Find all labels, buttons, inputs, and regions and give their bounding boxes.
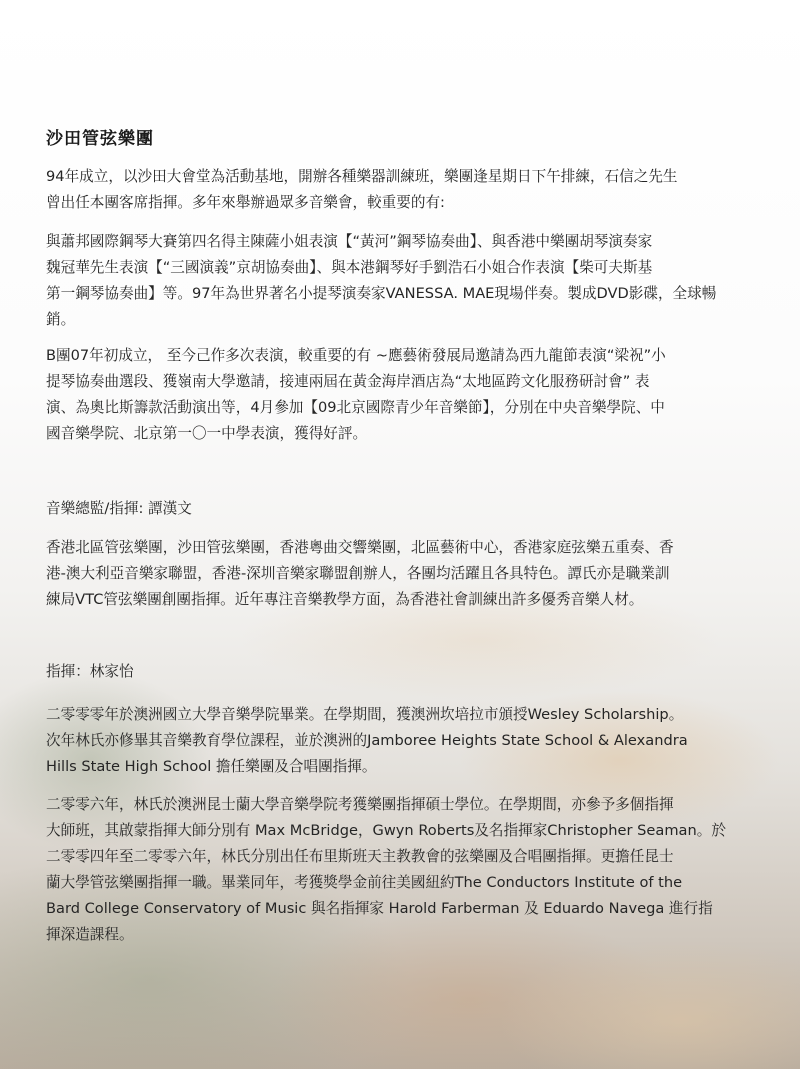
- text-line: Hills State High School 擔任樂團及合唱團指揮。: [46, 758, 377, 775]
- director-bio-paragraph: [46, 535, 752, 613]
- text-line: 94年成立，以沙田大會堂為活動基地，開辦各種樂器訓練班，樂團逢星期日下午排練，石信之先生: [46, 168, 678, 185]
- text-line: 國音樂學院、北京第一〇一中學表演，獲得好評。: [46, 425, 368, 442]
- text-line: Bard College Conservatory of Music 與名指揮家 Harold Farberman 及 Eduardo Navega 進行指: [46, 900, 713, 917]
- orchestra-concerts-paragraph: [46, 229, 752, 333]
- b-team-paragraph: [46, 343, 752, 447]
- director-heading: 音樂總監/指揮: 譚漢文: [46, 500, 192, 517]
- text-line: 曾出任本團客席指揮。多年來舉辦過眾多音樂會，較重要的有:: [46, 194, 445, 211]
- text-line: 第一鋼琴協奏曲】等。97年為世界著名小提琴演奏家VANESSA. MAE現場伴奏。製成DVD影碟，全球暢: [46, 285, 717, 302]
- text-line: 魏冠華先生表演【“三國演義”京胡協奏曲】、與本港鋼琴好手劉浩石小姐合作表演【柴可夫斯基: [46, 259, 653, 276]
- text-line: 與蕭邦國際鋼琴大賽第四名得主陳薩小姐表演【“黃河”鋼琴協奏曲】、與香港中樂團胡琴演奏家: [46, 233, 653, 250]
- text-line: 大師班，其啟蒙指揮大師分別有 Max McBridge，Gwyn Roberts及名指揮家Christopher Seaman。於: [46, 822, 726, 839]
- text-line: 練局VTC管弦樂團創團指揮。近年專注音樂教學方面，為香港社會訓練出許多優秀音樂人材。: [46, 591, 644, 608]
- text-line: 二零零四年至二零零六年，林氏分別出任布里斯班天主教教會的弦樂團及合唱團指揮。更擔任昆士: [46, 848, 674, 865]
- text-line: B團07年初成立， 至今己作多次表演，較重要的有 ~應藝術發展局邀請為西九龍節表演“梁祝”小: [46, 347, 666, 364]
- text-line: 港-澳大利亞音樂家聯盟，香港-深圳音樂家聯盟創辦人，各團均活躍且各具特色。譚氏亦是職業訓: [46, 565, 670, 582]
- conductor-bio-paragraph-1: [46, 702, 752, 780]
- conductor-heading: 指揮：林家怡: [46, 663, 134, 680]
- text-line: 香港北區管弦樂團，沙田管弦樂團，香港粵曲交響樂團，北區藝術中心，香港家庭弦樂五重奏、香: [46, 539, 674, 556]
- text-line: 演、為奧比斯籌款活動演出等，4月參加【09北京國際青少年音樂節】，分別在中央音樂學院、中: [46, 399, 665, 416]
- text-line: 銷。: [46, 311, 76, 328]
- text-line: 揮深造課程。: [46, 926, 134, 943]
- conductor-bio-paragraph-2: [46, 792, 752, 948]
- text-line: 二零零零年於澳洲國立大學音樂學院畢業。在學期間，獲澳洲坎培拉市頒授Wesley Scholarship。: [46, 706, 684, 723]
- section-title: 沙田管弦樂團: [46, 129, 154, 149]
- text-line: 提琴協奏曲選段、獲嶺南大學邀請，接連兩屆在黃金海岸酒店為“太地區跨文化服務研討會” 表: [46, 373, 650, 390]
- text-line: 蘭大學管弦樂團指揮一職。畢業同年，考獲獎學金前往美國紐約The Conductors Institute of the: [46, 874, 683, 891]
- text-line: 二零零六年，林氏於澳洲昆士蘭大學音樂學院考獲樂團指揮碩士學位。在學期間，亦參予多個指揮: [46, 796, 674, 813]
- orchestra-intro-paragraph: [46, 164, 752, 216]
- text-line: 次年林氏亦修畢其音樂教育學位課程，並於澳洲的Jamboree Heights State School & Alexandra: [46, 732, 688, 749]
